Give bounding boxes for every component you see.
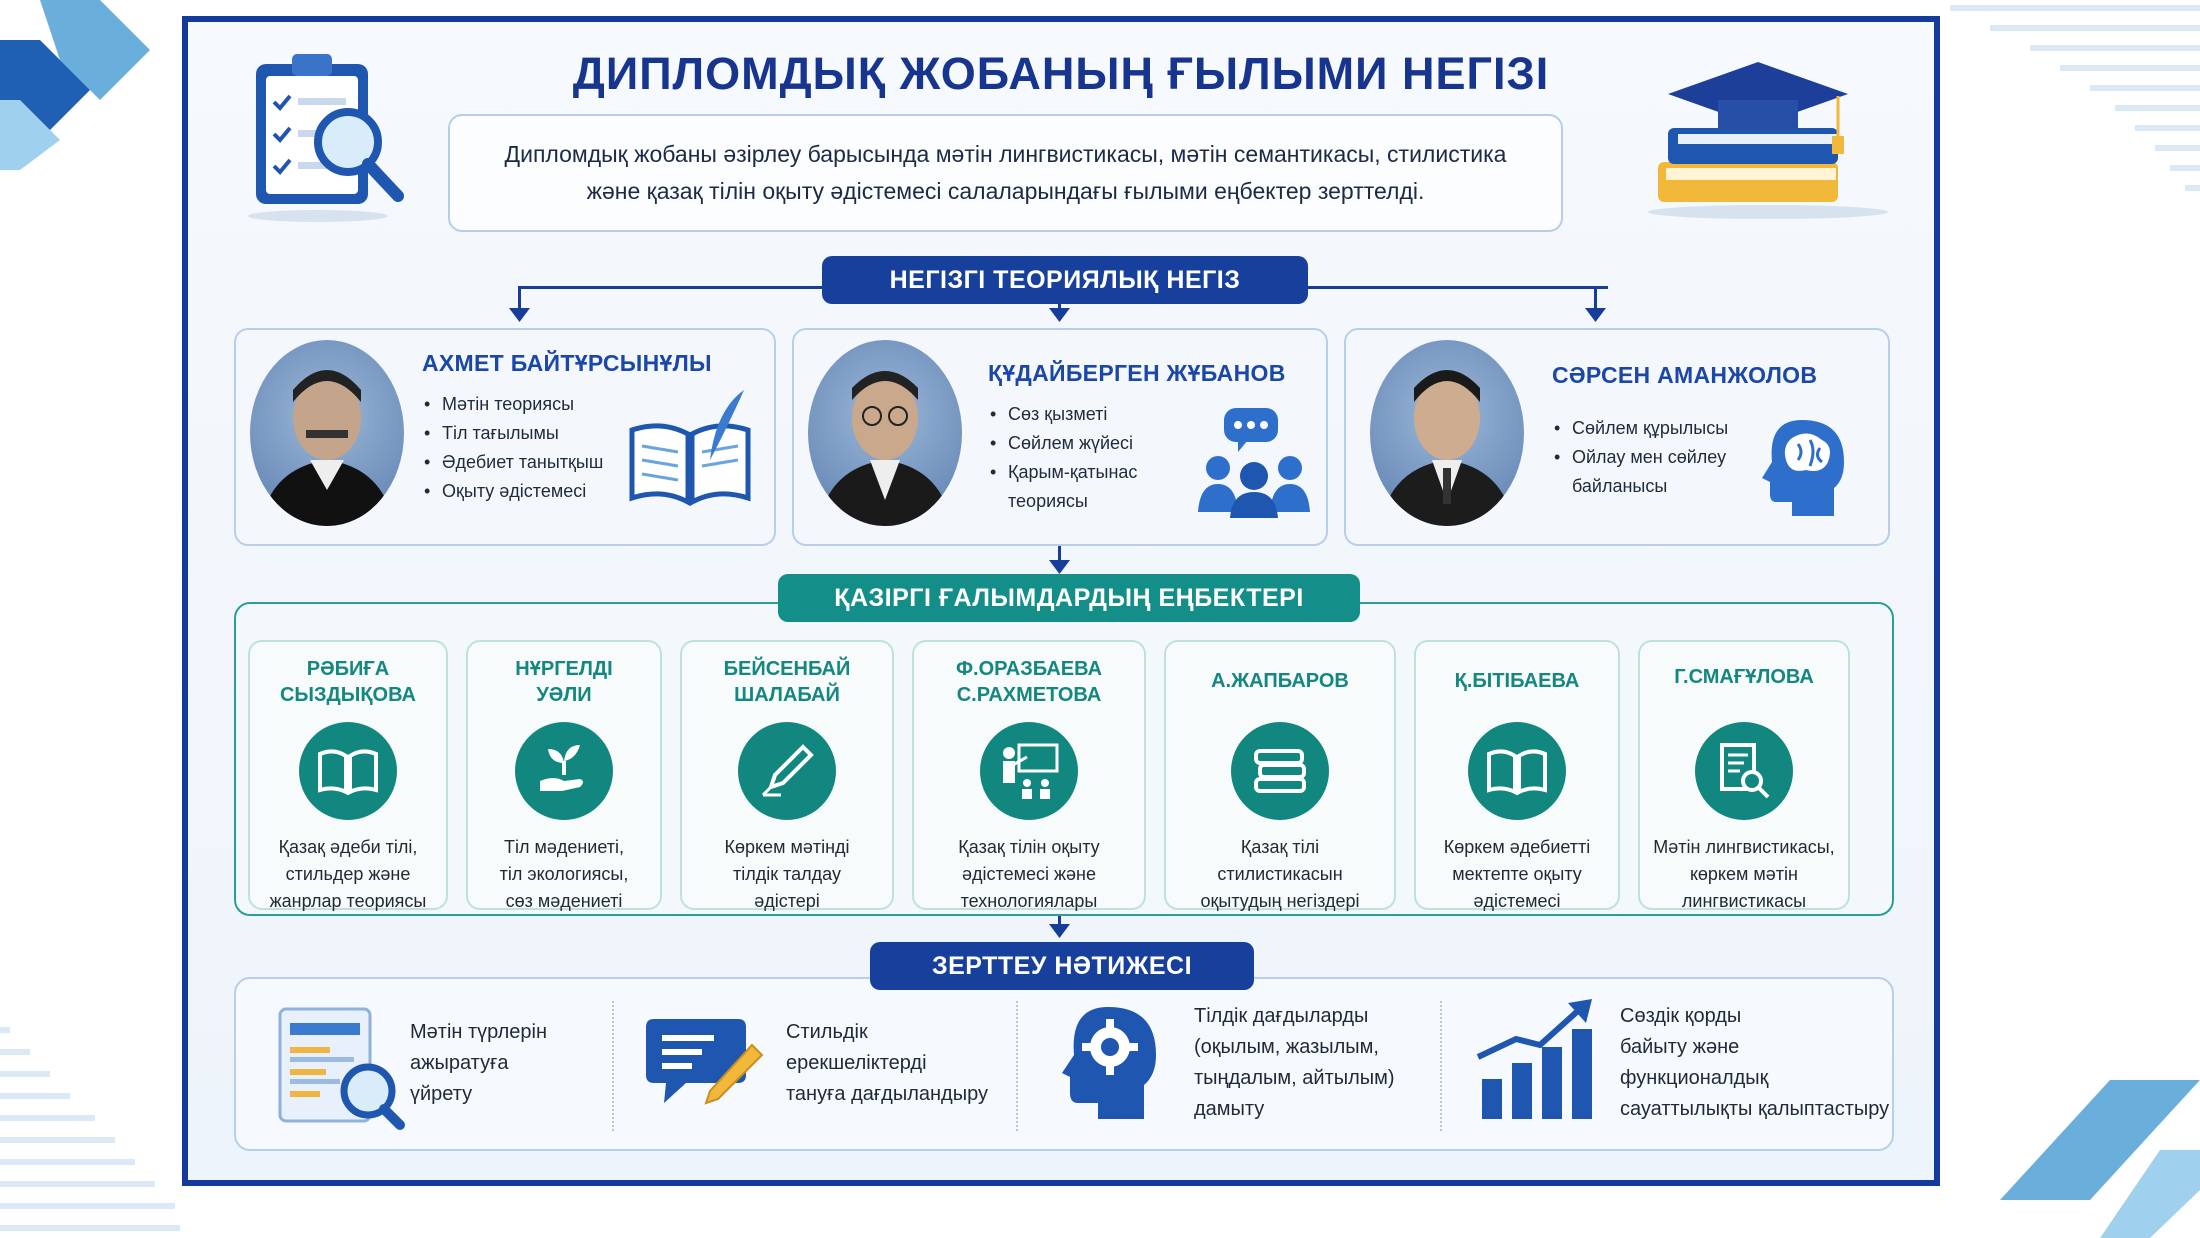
- divider: [1016, 1001, 1018, 1131]
- topic-item: • Тіл тағылымы: [422, 419, 603, 448]
- divider: [1440, 1001, 1442, 1131]
- intro-box: [448, 114, 1563, 232]
- chat-pencil-icon: [646, 1015, 764, 1115]
- scholar-name: БЕЙСЕНБАЙ ШАЛАБАЙ: [723, 658, 851, 706]
- theorist-topics: [1552, 414, 1752, 501]
- scholar-name: Қ.БІТІБАЕВА: [1454, 670, 1580, 692]
- corner-stripes-bottom-left: [0, 1010, 180, 1238]
- theorist-card: [1344, 328, 1890, 546]
- topic-item: • Әдебиет танытқыш: [422, 448, 603, 477]
- scholar-name: НҰРГЕЛДІ УӘЛИ: [515, 658, 613, 706]
- theorist-name: СӘРСЕН АМАНЖОЛОВ: [1552, 362, 1818, 388]
- scholar-description: Мәтін лингвистикасы, көркем мәтін лингвистикасы: [1653, 837, 1835, 911]
- poster: [182, 16, 1940, 1186]
- divider: [612, 1001, 614, 1131]
- arrow-down-icon: [1049, 924, 1070, 938]
- theorist-topics: [422, 390, 603, 506]
- scholar-name: А.ЖАПБАРОВ: [1211, 670, 1349, 692]
- arrow-down-icon: [1049, 560, 1070, 574]
- portrait: [808, 340, 962, 526]
- modern-banner: ҚАЗІРГІ ҒАЛЫМДАРДЫҢ ЕҢБЕКТЕРІ: [778, 574, 1360, 622]
- scholar-description: Қазақ әдеби тілі, стильдер және жанрлар теориясы: [269, 837, 427, 911]
- scholar-name: Г.СМАҒҰЛОВА: [1674, 666, 1814, 688]
- theorist-card: [792, 328, 1328, 546]
- topic-item: • Оқыту әдістемесі: [422, 477, 603, 506]
- portrait: [250, 340, 404, 526]
- scholar-card: [248, 640, 448, 910]
- topic-item: • Мәтін теориясы: [422, 390, 603, 419]
- book-icon: [299, 722, 397, 820]
- arrow-down-icon: [1585, 308, 1606, 322]
- scholar-description: Көркем мәтінді тілдік талдау әдістері: [724, 837, 850, 911]
- theorist-card: [234, 328, 776, 546]
- scholar-description: Көркем әдебиетті мектепте оқыту әдістемесі: [1443, 837, 1591, 911]
- head-brain-icon: [1758, 416, 1850, 520]
- page-title: ДИПЛОМДЫҚ ЖОБАНЫҢ ҒЫЛЫМИ НЕГІЗІ: [572, 48, 1550, 99]
- head-gear-icon: [1062, 1003, 1162, 1123]
- topic-item: • Ойлау мен сөйлеу байланысы: [1552, 443, 1752, 501]
- arrow-down-icon: [1049, 308, 1070, 322]
- open-book-quill-icon: [626, 390, 754, 510]
- result-text: Мәтін түрлерін ажыратуға үйрету: [410, 1021, 547, 1105]
- modern-scholars-section: [234, 602, 1894, 916]
- corner-stripes-top-right: [1950, 0, 2200, 260]
- corner-decoration-bottom-right: [2000, 1080, 2200, 1238]
- topic-item: • Сөйлем құрылысы: [1552, 414, 1752, 443]
- scholar-description: Қазақ тілі стилистикасын оқытудың негіздері: [1200, 837, 1360, 911]
- theory-banner: НЕГІЗГІ ТЕОРИЯЛЫҚ НЕГІЗ: [822, 256, 1308, 304]
- plant-hand-icon: [515, 722, 613, 820]
- theorist-name: АХМЕТ БАЙТҰРСЫНҰЛЫ: [422, 350, 712, 376]
- scholar-card: [1164, 640, 1396, 910]
- scholar-description: Қазақ тілін оқыту әдістемесі және технологиялары: [958, 837, 1100, 911]
- scholar-card: [912, 640, 1146, 910]
- scholar-name: РӘБИҒА СЫЗДЫҚОВА: [279, 658, 417, 706]
- people-chat-icon: [1198, 408, 1310, 518]
- teacher-board-icon: [980, 722, 1078, 820]
- document-magnifier-icon: [276, 1005, 406, 1131]
- open-book-icon: [1468, 722, 1566, 820]
- topic-item: • Қарым-қатынас теориясы: [988, 458, 1168, 516]
- scholar-card: [466, 640, 662, 910]
- results-section: [234, 977, 1894, 1151]
- pen-nib-icon: [738, 722, 836, 820]
- topic-item: • Сөз қызметі: [988, 400, 1168, 429]
- scholar-name: Ф.ОРАЗБАЕВА С.РАХМЕТОВА: [955, 658, 1103, 706]
- corner-decoration-top-left: [0, 0, 160, 170]
- result-text: Тілдік дағдыларды (оқылым, жазылым, тыңдалым, айтылым) дамыту: [1194, 1005, 1395, 1120]
- growth-chart-icon: [1476, 999, 1596, 1125]
- scholar-card: [680, 640, 894, 910]
- scholar-card: [1638, 640, 1850, 910]
- document-search-icon: [1695, 722, 1793, 820]
- intro-text: Дипломдық жобаны әзірлеу барысында мәтін лингвистикасы, мәтін семантикасы, стилистика және қазақ тілін оқыту әдістемесі салаларындағы ғылыми еңбектер зерттелді.: [504, 141, 1507, 204]
- portrait: [1370, 340, 1524, 526]
- scholar-card: [1414, 640, 1620, 910]
- scholar-description: Тіл мәдениеті, тіл экологиясы, сөз мәдениеті: [499, 837, 629, 911]
- theorist-name: ҚҰДАЙБЕРГЕН ЖҰБАНОВ: [988, 360, 1286, 386]
- book-stack-icon: [1231, 722, 1329, 820]
- result-text: Сөздік қорды байыту және функционалдық сауаттылықты қалыптастыру: [1620, 1005, 1890, 1120]
- arrow-down-icon: [509, 308, 530, 322]
- result-text: Стильдік ерекшеліктерді тануға дағдыландыру: [786, 1021, 988, 1105]
- theorist-topics: [988, 400, 1168, 516]
- results-banner: ЗЕРТТЕУ НӘТИЖЕСІ: [870, 942, 1254, 990]
- topic-item: • Сөйлем жүйесі: [988, 429, 1168, 458]
